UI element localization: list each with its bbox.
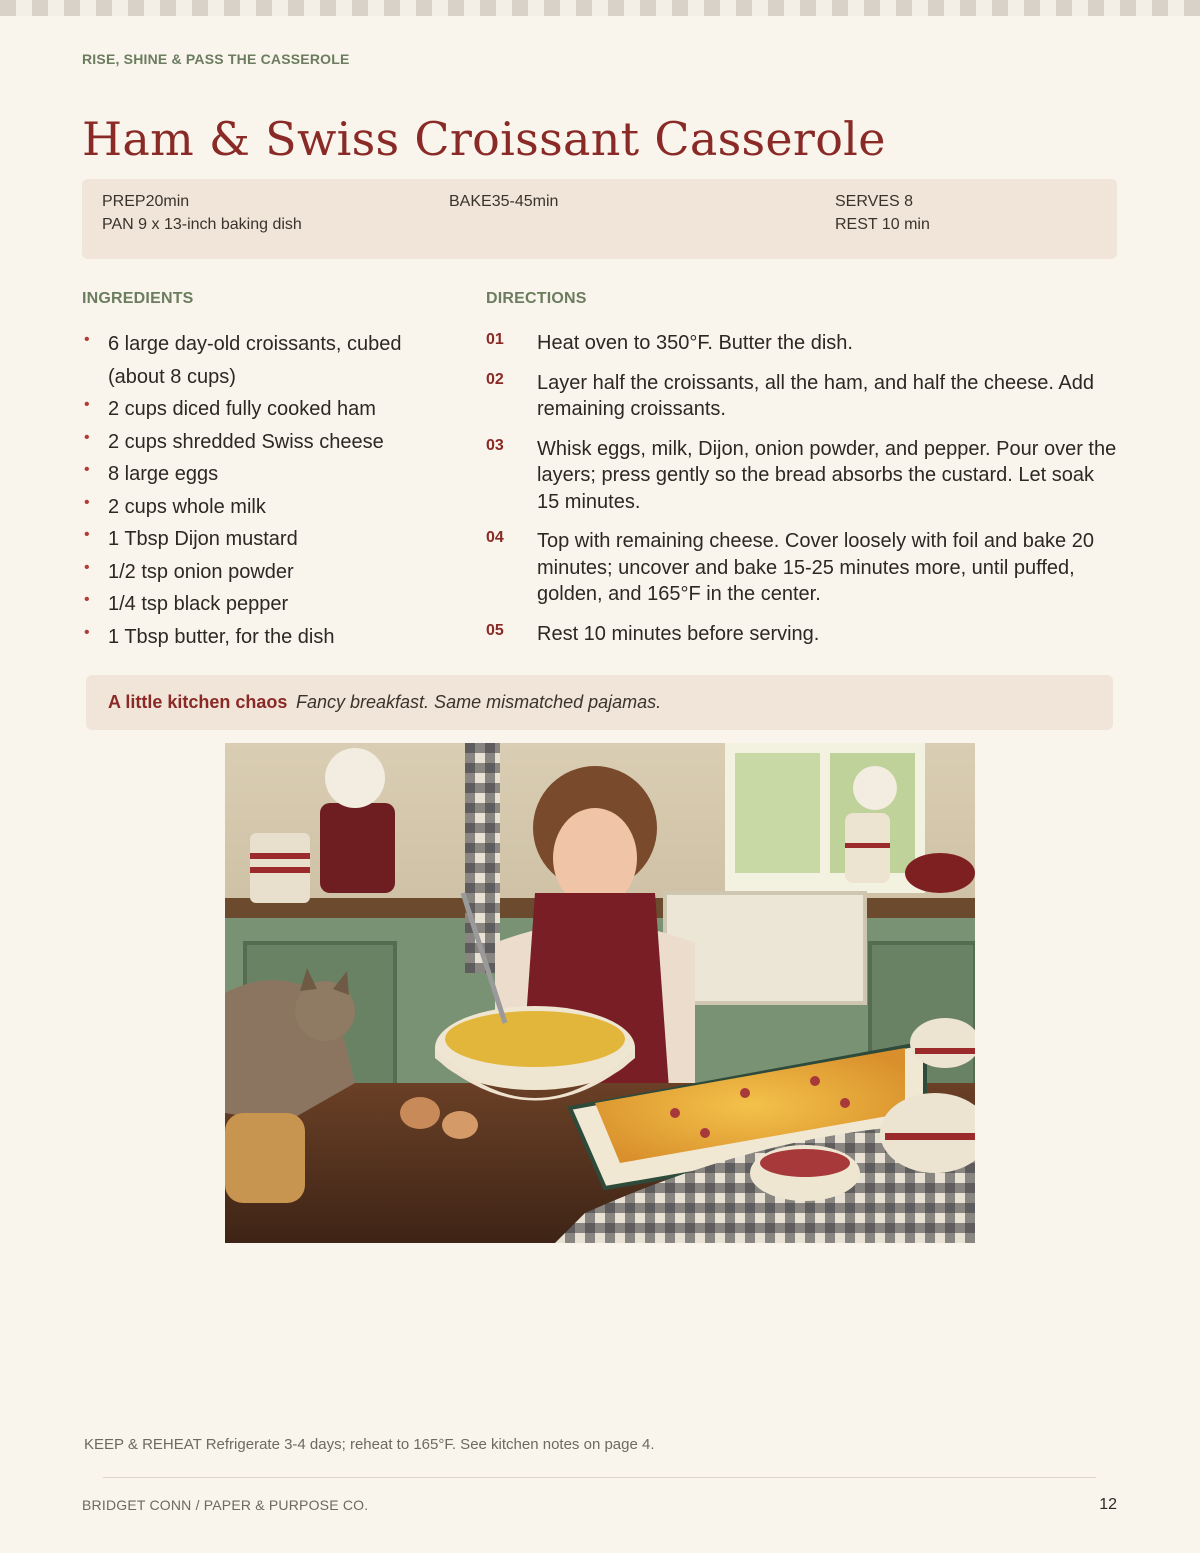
direction-step xyxy=(486,621,1121,648)
bullet-icon: • xyxy=(84,396,90,413)
recipe-photo xyxy=(225,743,975,1243)
step-text: Rest 10 minutes before serving. xyxy=(537,622,820,645)
ingredient-item: • 2 cups shredded Swiss cheese xyxy=(82,426,442,459)
meta-prep: PREP20min xyxy=(102,193,190,210)
directions-heading: DIRECTIONS xyxy=(486,290,587,307)
step-number: 02 xyxy=(486,370,504,388)
kitchen-illustration xyxy=(225,743,975,1243)
bullet-icon: • xyxy=(84,526,90,543)
step-text: Top with remaining cheese. Cover loosely with foil and bake 20 minutes; uncover and bake 15-25 minutes more, until puffed, golden, and 165°F in the center. xyxy=(537,530,1094,605)
bullet-icon: • xyxy=(84,558,90,576)
footer-divider xyxy=(103,1477,1096,1478)
direction-step xyxy=(486,528,1121,608)
bullet-icon: • xyxy=(84,461,90,478)
ingredient-item: • 8 large eggs xyxy=(82,458,442,491)
bullet-icon: • xyxy=(84,493,90,511)
recipe-meta-panel xyxy=(82,179,1117,259)
direction-step xyxy=(486,370,1121,423)
step-text: Whisk eggs, milk, Dijon, onion powder, and pepper. Pour over the layers; press gently so the bread absorbs the custard. Let soak 15 minutes. xyxy=(537,437,1117,513)
direction-step xyxy=(486,330,1121,357)
step-number: 03 xyxy=(486,436,504,454)
directions-list xyxy=(486,330,1121,660)
recipe-title: Ham & Swiss Croissant Casserole xyxy=(82,112,886,166)
ingredient-item: • 6 large day-old croissants, cubed (about 8 cups) xyxy=(82,328,442,393)
meta-rest: REST 10 min xyxy=(835,216,930,233)
meta-serves: SERVES 8 xyxy=(835,193,913,210)
step-number: 01 xyxy=(486,331,504,348)
ingredient-item: • 1 Tbsp Dijon mustard xyxy=(82,523,442,556)
footer-credit: BRIDGET CONN / PAPER & PURPOSE CO. xyxy=(82,1497,369,1513)
ingredient-item: • 2 cups whole milk xyxy=(82,491,442,524)
tip-label: A little kitchen chaos xyxy=(108,692,288,712)
bullet-icon: • xyxy=(84,331,90,348)
direction-step xyxy=(486,436,1121,516)
step-number: 04 xyxy=(486,529,504,546)
ingredients-heading: INGREDIENTS xyxy=(82,290,194,307)
ingredient-item: • 1/2 tsp onion powder xyxy=(82,556,442,589)
meta-pan: PAN 9 x 13-inch baking dish xyxy=(102,216,302,233)
ingredients-list xyxy=(82,328,442,653)
page-number: 12 xyxy=(1099,1496,1117,1513)
meta-bake: BAKE35-45min xyxy=(449,193,559,210)
bullet-icon: • xyxy=(84,591,90,608)
bullet-icon: • xyxy=(84,428,90,446)
kitchen-tip-callout xyxy=(86,675,1113,730)
step-text: Heat oven to 350°F. Butter the dish. xyxy=(537,332,853,354)
section-kicker: RISE, SHINE & PASS THE CASSEROLE xyxy=(82,51,350,67)
bullet-icon: • xyxy=(84,623,90,641)
step-number: 05 xyxy=(486,621,504,639)
ingredient-item: • 1/4 tsp black pepper xyxy=(82,588,442,621)
step-text: Layer half the croissants, all the ham, and half the cheese. Add remaining croissants. xyxy=(537,371,1095,420)
tip-text: Fancy breakfast. Same mismatched pajamas. xyxy=(296,692,662,712)
ingredient-item: • 1 Tbsp butter, for the dish xyxy=(82,621,442,654)
top-border-stripe xyxy=(0,0,1200,16)
ingredient-item: • 2 cups diced fully cooked ham xyxy=(82,393,442,426)
keep-reheat-note: KEEP & REHEAT Refrigerate 3-4 days; reheat to 165°F. See kitchen notes on page 4. xyxy=(84,1436,655,1453)
